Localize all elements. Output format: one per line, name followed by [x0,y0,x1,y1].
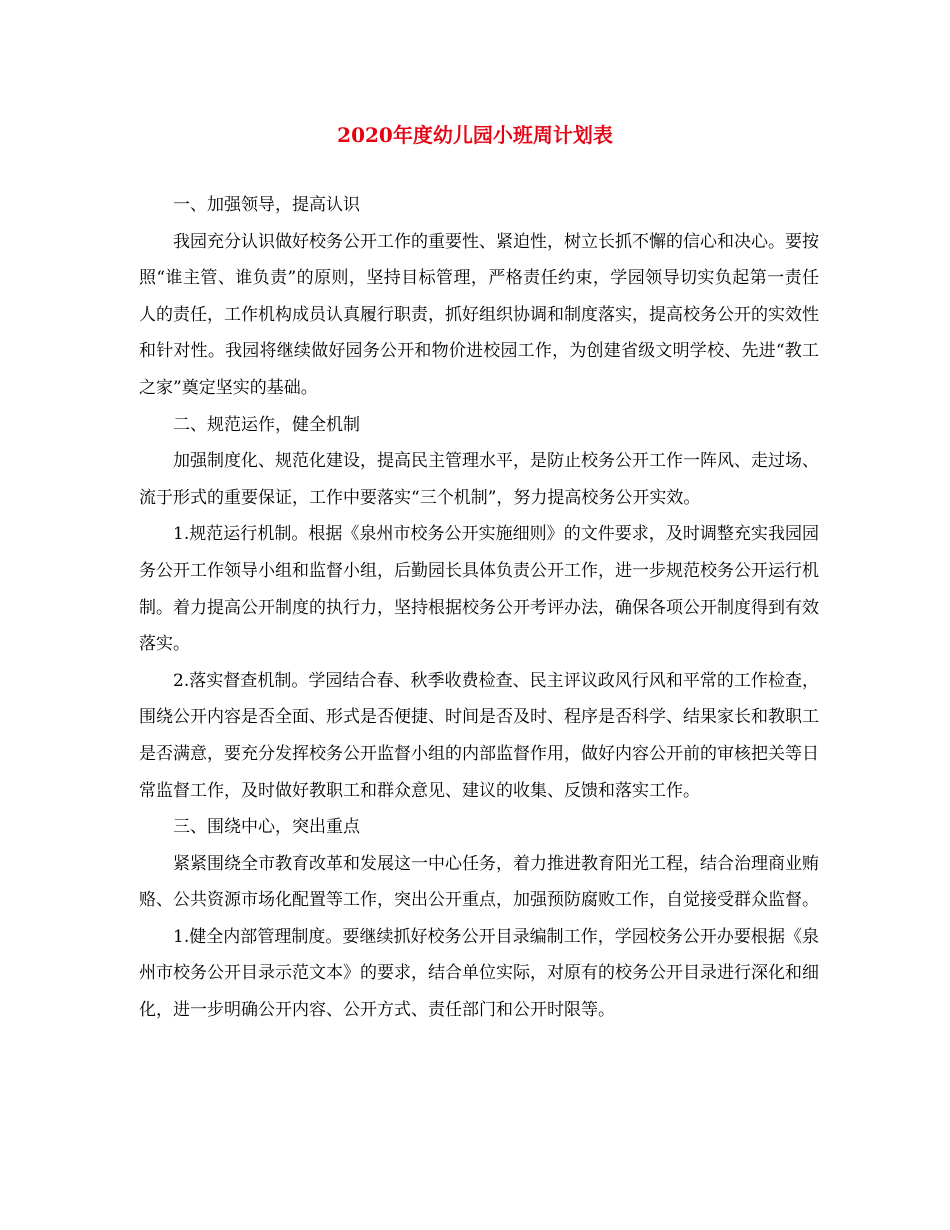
paragraph-section-1-body: 我园充分认识做好校务公开工作的重要性、紧迫性，树立长抓不懈的信心和决心。要按照“谁主管、谁负责”的原则，坚持目标管理，严格责任约束，学园领导切实负起第一责任人的责任，工作机构成员认真履行职责，抓好组织协调和制度落实，提高校务公开的实效性和针对性。我园将继续做好园务公开和物价进校园工作，为创建省级文明学校、先进“教工之家”奠定坚实的基础。 [139,231,819,398]
paragraph-section-3-body: 紧紧围绕全市教育改革和发展这一中心任务，着力推进教育阳光工程，结合治理商业贿赂、公共资源市场化配置等工作，突出公开重点，加强预防腐败工作，自觉接受群众监督。 [139,853,819,911]
heading-section-3: 三、围绕中心，突出重点 [173,817,360,838]
heading-section-2: 二、规范运作，健全机制 [173,414,360,435]
paragraph-section-3-item-1: 1.健全内部管理制度。要继续抓好校务公开目录编制工作，学园校务公开办要根据《泉州市校务公开目录示范文本》的要求，结合单位实际，对原有的校务公开目录进行深化和细化，进一步明确公开内容、公开方式、责任部门和公开时限等。 [139,926,819,1021]
paragraph-section-2-body: 加强制度化、规范化建设，提高民主管理水平，是防止校务公开工作一阵风、走过场、流于形式的重要保证，工作中要落实“三个机制”，努力提高校务公开实效。 [139,451,819,508]
paragraph-section-2-item-1: 1.规范运行机制。根据《泉州市校务公开实施细则》的文件要求，及时调整充实我园园务公开工作领导小组和监督小组，后勤园长具体负责公开工作，进一步规范校务公开运行机制。着力提高公开制度的执行力，坚持根据校务公开考评办法，确保各项公开制度得到有效落实。 [139,524,819,655]
heading-section-1: 一、加强领导，提高认识 [173,195,360,215]
document-body [139,187,819,1029]
paragraph-section-2-item-2: 2.落实督查机制。学园结合春、秋季收费检查、民主评议政风行风和平常的工作检查，围绕公开内容是否全面、形式是否便捷、时间是否及时、程序是否科学、结果家长和教职工是否满意，要充分发挥校务公开监督小组的内部监督作用，做好内容公开前的审核把关等日常监督工作，及时做好教职工和群众意见、建议的收集、反馈和落实工作。 [139,670,819,801]
document-title: 2020年度幼儿园小班周计划表 [337,123,613,147]
